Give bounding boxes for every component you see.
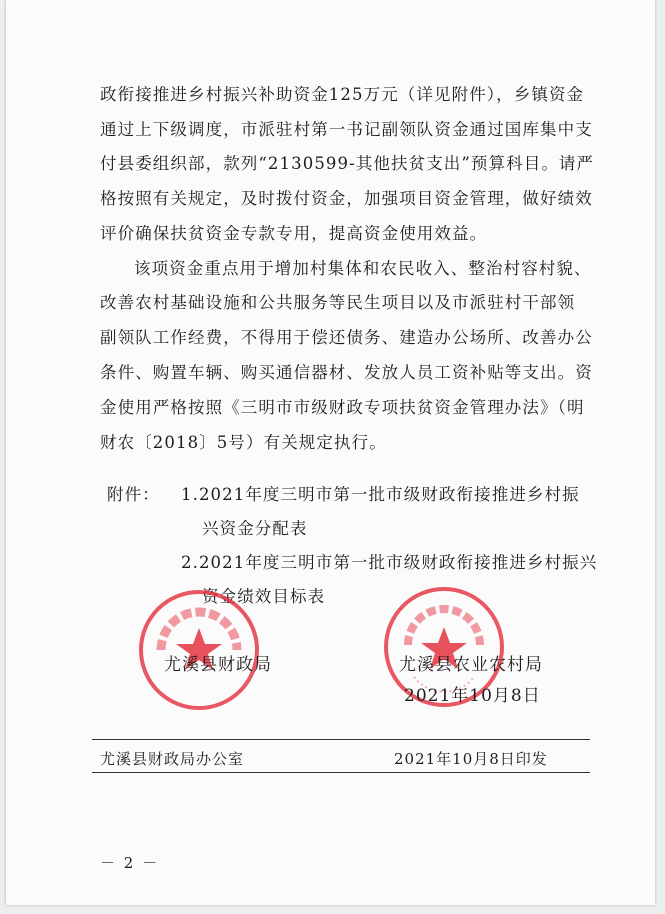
- body-line: 通过上下级调度，市派驻村第一书记副领队资金通过国库集中支: [100, 120, 593, 139]
- attachment-2: 2.2021年度三明市第一批市级财政衔接推进乡村振兴: [181, 553, 598, 572]
- page-number: － 2 －: [100, 854, 160, 872]
- attachment-1: 1.2021年度三明市第一批市级财政衔接推进乡村振: [181, 485, 580, 504]
- body-line: 付县委组织部，款列“2130599-其他扶贫支出”预算科目。请严: [100, 154, 595, 173]
- body-line: 改善农村基础设施和公共服务等民生项目以及市派驻村干部领: [100, 293, 576, 312]
- body-line: 格按照有关规定，及时拨付资金，加强项目资金管理，做好绩效: [100, 189, 593, 208]
- signer-agriculture-bureau: 尤溪县农业农村局: [399, 655, 543, 675]
- attachments-label: 附件：: [107, 485, 160, 504]
- footer-issue-date: 2021年10月8日印发: [394, 750, 548, 768]
- body-line: 财农〔2018〕5号）有关规定执行。: [100, 433, 387, 452]
- attachment-1-cont: 兴资金分配表: [202, 519, 308, 538]
- document-page: [6, 0, 655, 905]
- body-line: 政衔接推进乡村振兴补助资金125万元（详见附件），乡镇资金: [100, 85, 585, 104]
- signature-date: 2021年10月8日: [404, 686, 541, 706]
- footer-issuer: 尤溪县财政局办公室: [100, 750, 245, 768]
- signer-finance-bureau: 尤溪县财政局: [164, 655, 272, 675]
- body-line: 该项资金重点用于增加村集体和农民收入、整治村容村貌、: [134, 259, 592, 278]
- footer-top-rule: [92, 739, 590, 740]
- body-line: 副领队工作经费，不得用于偿还债务、建造办公场所、改善办公: [100, 328, 593, 347]
- footer-bottom-rule: [92, 772, 590, 773]
- body-line: 评价确保扶贫资金专款专用，提高资金使用效益。: [100, 224, 488, 243]
- body-line: 条件、购置车辆、购买通信器材、发放人员工资补贴等支出。资: [100, 363, 593, 382]
- attachment-2-cont: 资金绩效目标表: [202, 587, 326, 606]
- body-line: 金使用严格按照《三明市市级财政专项扶贫资金管理办法》（明: [100, 398, 585, 417]
